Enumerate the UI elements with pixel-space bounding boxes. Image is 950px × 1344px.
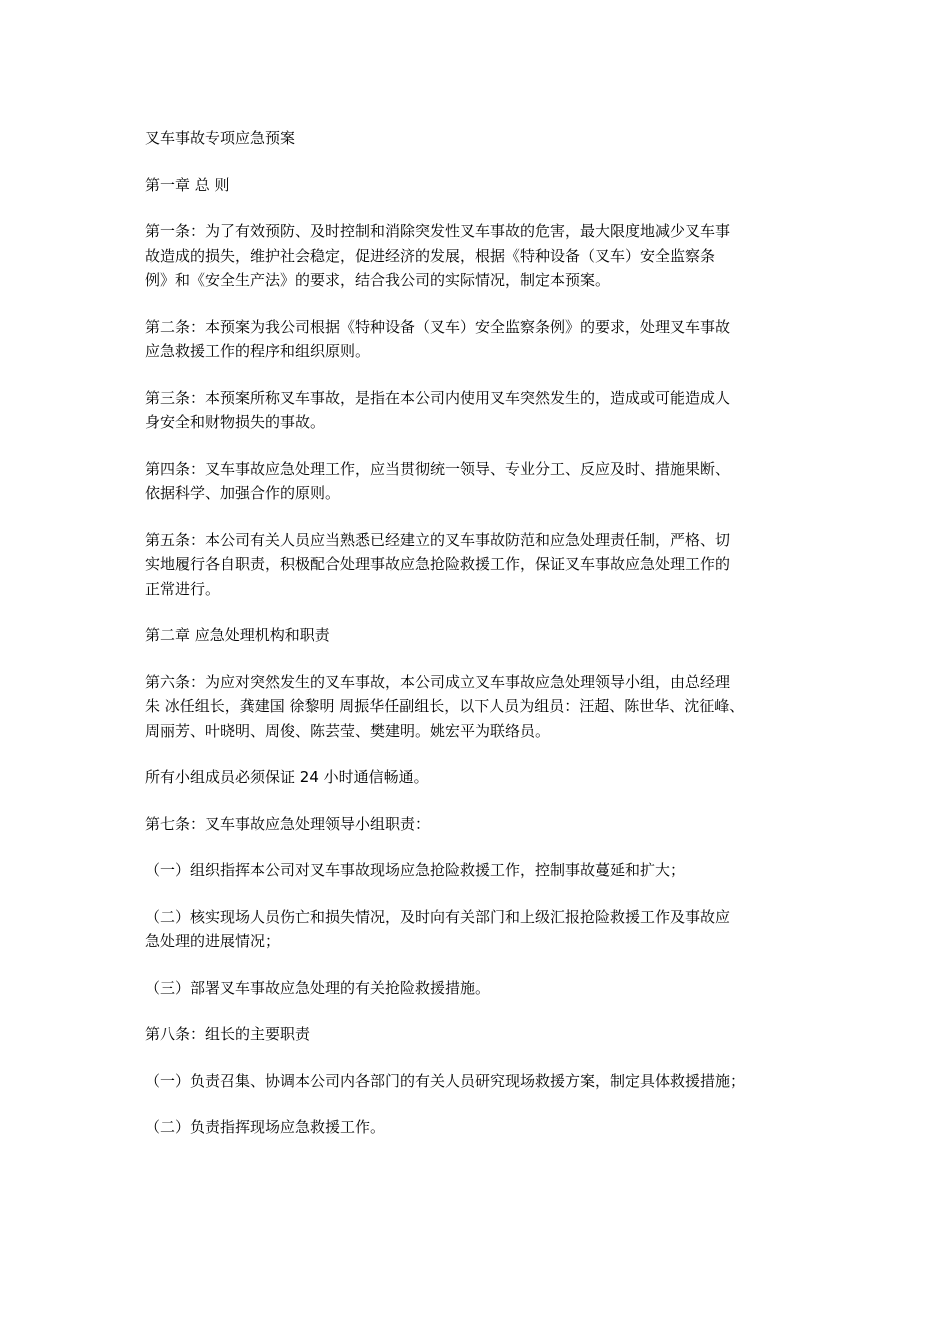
text-line: 第六条：为应对突然发生的叉车事故，本公司成立叉车事故应急处理领导小组，由总经理 bbox=[145, 672, 731, 691]
text-line: 叉车事故专项应急预案 bbox=[145, 129, 296, 147]
text-line: 第二章 应急处理机构和职责 bbox=[145, 626, 330, 644]
document-body bbox=[145, 126, 825, 1162]
paragraph bbox=[145, 1115, 825, 1140]
text-line: （一）负责召集、协调本公司内各部门的有关人员研究现场救援方案，制定具体救援措施； bbox=[145, 1071, 746, 1090]
paragraph bbox=[145, 905, 825, 954]
text-line: （二）负责指挥现场应急救援工作。 bbox=[145, 1118, 386, 1136]
text-line: 第一章 总 则 bbox=[145, 175, 230, 194]
text-line: 第五条：本公司有关人员应当熟悉已经建立的叉车事故防范和应急处理责任制，严格、切 bbox=[145, 530, 731, 549]
paragraph bbox=[145, 315, 825, 364]
text-line: （三）部署叉车事故应急处理的有关抢险救援措施。 bbox=[145, 978, 491, 997]
text-line: 故造成的损失，维护社会稳定，促进经济的发展，根据《特种设备（叉车）安全监察条 bbox=[145, 246, 716, 265]
text-line: 正常进行。 bbox=[145, 579, 221, 598]
paragraph bbox=[145, 765, 825, 790]
paragraph bbox=[145, 1069, 825, 1094]
text-line: 应急救援工作的程序和组织原则。 bbox=[145, 342, 371, 360]
paragraph bbox=[145, 670, 825, 744]
document-title bbox=[145, 126, 825, 151]
paragraph bbox=[145, 858, 825, 883]
paragraph bbox=[145, 173, 825, 198]
text-line: 第一条：为了有效预防、及时控制和消除突发性叉车事故的危害，最大限度地减少叉车事 bbox=[145, 222, 731, 240]
text-line: 急处理的进展情况； bbox=[145, 932, 281, 950]
text-line: （一）组织指挥本公司对叉车事故现场应急抢险救援工作，控制事故蔓延和扩大； bbox=[145, 861, 686, 879]
text-line: 身安全和财物损失的事故。 bbox=[145, 413, 326, 431]
text-line: 依据科学、加强合作的原则。 bbox=[145, 484, 341, 502]
paragraph bbox=[145, 812, 825, 837]
paragraph bbox=[145, 386, 825, 435]
text-line: 周丽芳、叶晓明、周俊、陈芸莹、樊建明。姚宏平为联络员。 bbox=[145, 721, 551, 740]
paragraph bbox=[145, 457, 825, 506]
paragraph bbox=[145, 976, 825, 1001]
text-line: 第八条：组长的主要职责 bbox=[145, 1025, 311, 1043]
paragraph bbox=[145, 623, 825, 648]
paragraph bbox=[145, 1022, 825, 1047]
text-line: 第二条：本预案为我公司根据《特种设备（叉车）安全监察条例》的要求，处理叉车事故 bbox=[145, 317, 731, 336]
paragraph bbox=[145, 219, 825, 293]
text-line: 第七条：叉车事故应急处理领导小组职责： bbox=[145, 814, 431, 833]
text-line: 实地履行各自职责，积极配合处理事故应急抢险救援工作，保证叉车事故应急处理工作的 bbox=[145, 555, 731, 573]
text-line: 例》和《安全生产法》的要求，结合我公司的实际情况，制定本预案。 bbox=[145, 271, 611, 289]
text-line: 第三条：本预案所称叉车事故，是指在本公司内使用叉车突然发生的，造成或可能造成人 bbox=[145, 388, 731, 407]
paragraph bbox=[145, 528, 825, 602]
text-line: （二）核实现场人员伤亡和损失情况，及时向有关部门和上级汇报抢险救援工作及事故应 bbox=[145, 907, 731, 926]
text-line: 朱 冰任组长，龚建国 徐黎明 周振华任副组长，以下人员为组员：汪超、陈世华、沈征峰、 bbox=[145, 697, 745, 715]
text-line: 第四条：叉车事故应急处理工作，应当贯彻统一领导、专业分工、反应及时、措施果断、 bbox=[145, 459, 731, 478]
text-line: 所有小组成员必须保证 24 小时通信畅通。 bbox=[145, 768, 429, 786]
